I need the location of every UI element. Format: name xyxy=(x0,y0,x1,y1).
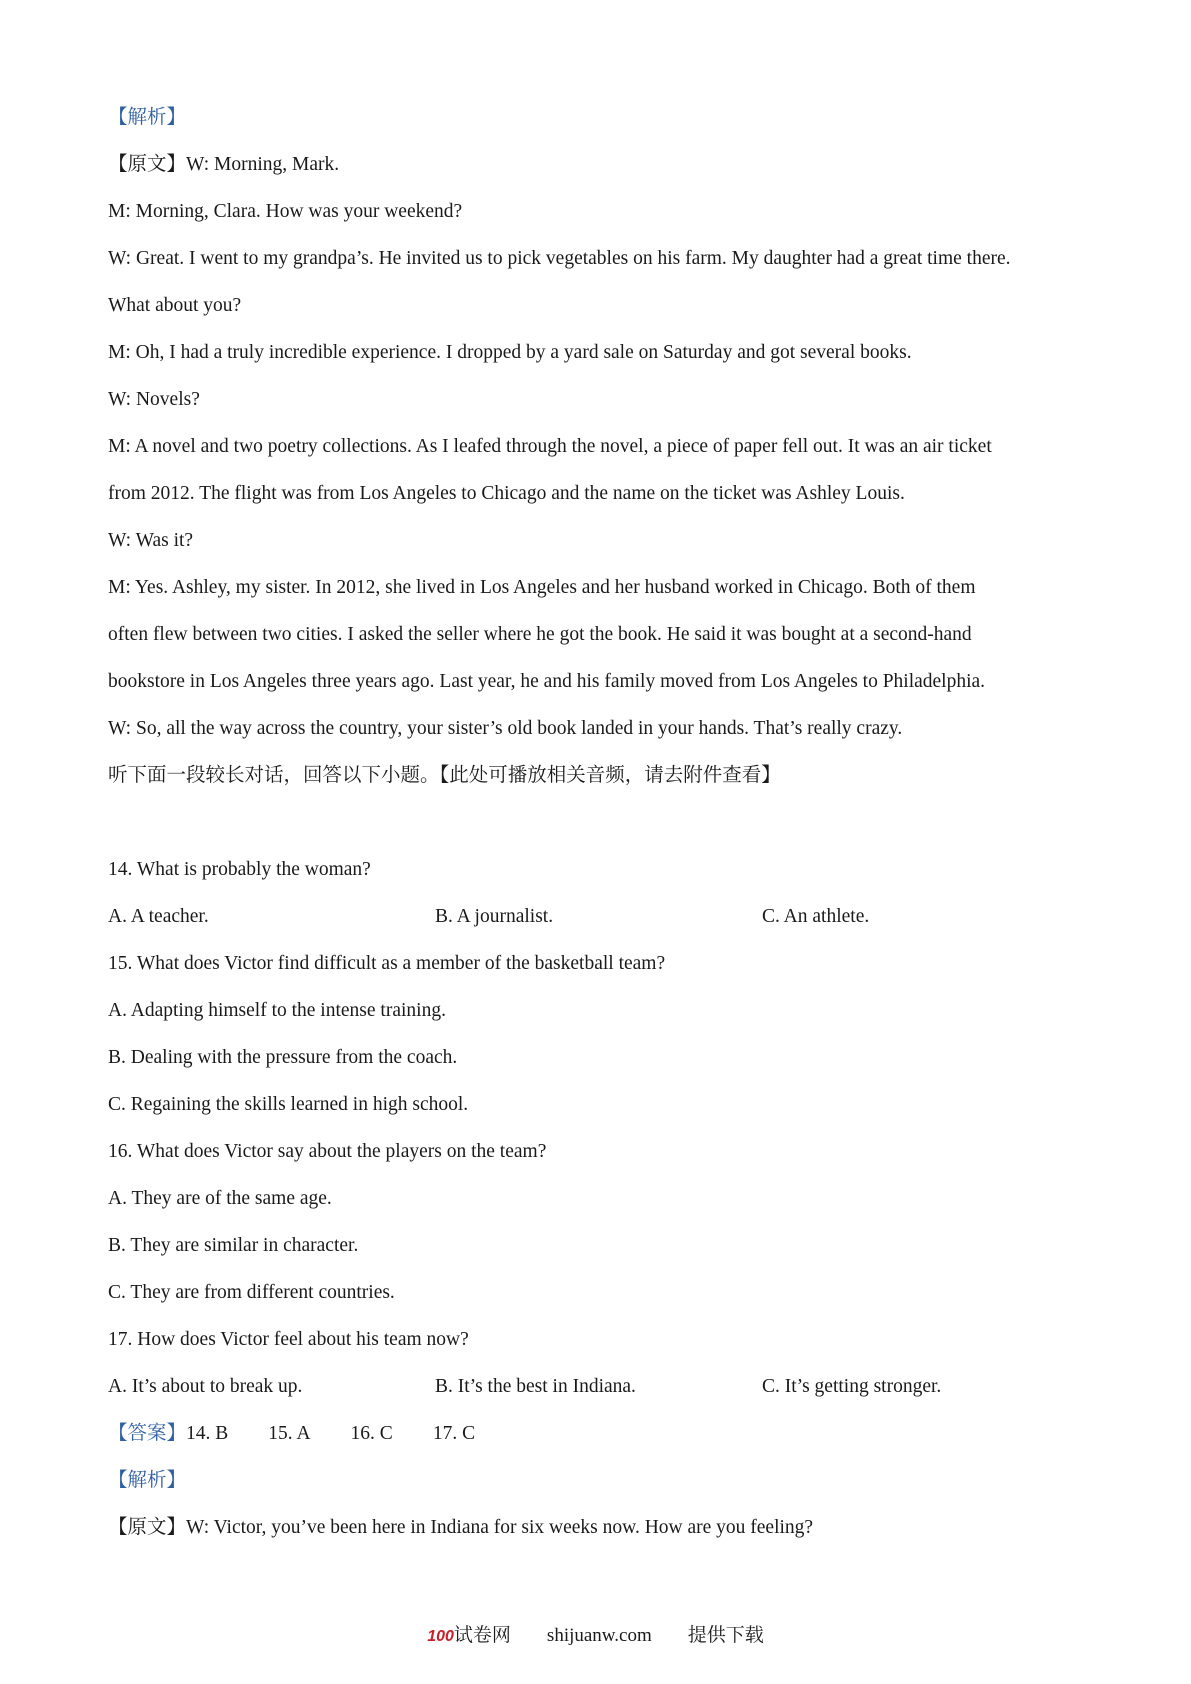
transcript-line: bookstore in Los Angeles three years ago. Last year, he and his family moved from Los Angeles to Philadelphia. xyxy=(108,671,986,692)
download-text: 提供下载 xyxy=(687,1625,764,1646)
option-a: A. A teacher. xyxy=(108,906,209,927)
blank-line xyxy=(108,799,1098,846)
transcript-line: What about you? xyxy=(108,295,242,316)
document-page xyxy=(108,94,1098,1551)
answer-tag: 【答案】 xyxy=(108,1423,187,1444)
transcript-line: M: Yes. Ashley, my sister. In 2012, she lived in Los Angeles and her husband worked in Chicago. Both of them xyxy=(108,577,976,598)
question-17: 17. How does Victor feel about his team now? xyxy=(108,1329,469,1350)
transcript-line: often flew between two cities. I asked the seller where he got the book. He said it was bought at a second-hand xyxy=(108,624,972,645)
transcript-line: M: Oh, I had a truly incredible experience. I dropped by a yard sale on Saturday and got several books. xyxy=(108,342,912,363)
answer-item: 16. C xyxy=(350,1423,393,1444)
answer-line xyxy=(108,1410,1098,1457)
transcript-line: W: Great. I went to my grandpa’s. He invited us to pick vegetables on his farm. My daughter had a great time there. xyxy=(108,248,1011,269)
question-17-options xyxy=(108,1363,1098,1410)
transcript-line: M: A novel and two poetry collections. As I leafed through the novel, a piece of paper fell out. It was an air ticket xyxy=(108,436,992,457)
transcript-line: W: Novels? xyxy=(108,389,200,410)
analysis-heading: 【解析】 xyxy=(108,107,187,128)
site-logo: 100 xyxy=(427,1628,454,1645)
question-14: 14. What is probably the woman? xyxy=(108,859,371,880)
analysis-heading: 【解析】 xyxy=(108,1470,187,1491)
transcript-line: W: So, all the way across the country, your sister’s old book landed in your hands. That’s really crazy. xyxy=(108,718,903,739)
option-b: B. Dealing with the pressure from the coach. xyxy=(108,1047,458,1068)
question-14-options xyxy=(108,893,1098,940)
answer-item: 17. C xyxy=(432,1423,476,1444)
listening-instruction: 听下面一段较长对话，回答以下小题。【此处可播放相关音频，请去附件查看】 xyxy=(108,765,781,786)
option-a: A. They are of the same age. xyxy=(108,1188,332,1209)
option-c: C. They are from different countries. xyxy=(108,1282,395,1303)
page-footer xyxy=(0,1620,1191,1647)
option-c: C. An athlete. xyxy=(762,906,870,927)
transcript-line: M: Morning, Clara. How was your weekend? xyxy=(108,201,463,222)
transcript-line: from 2012. The flight was from Los Angeles to Chicago and the name on the ticket was Ashley Louis. xyxy=(108,483,905,504)
option-c: C. Regaining the skills learned in high school. xyxy=(108,1094,469,1115)
transcript-line: 【原文】W: Victor, you’ve been here in Indiana for six weeks now. How are you feeling? xyxy=(108,1517,814,1538)
transcript-line: W: Was it? xyxy=(108,530,194,551)
transcript-line: 【原文】W: Morning, Mark. xyxy=(108,154,340,175)
site-name: 试卷网 xyxy=(453,1625,511,1646)
option-c: C. It’s getting stronger. xyxy=(762,1376,942,1397)
question-15: 15. What does Victor find difficult as a member of the basketball team? xyxy=(108,953,666,974)
answer-item: 14. B xyxy=(186,1423,229,1444)
option-b: B. They are similar in character. xyxy=(108,1235,359,1256)
option-a: A. Adapting himself to the intense training. xyxy=(108,1000,446,1021)
question-16: 16. What does Victor say about the players on the team? xyxy=(108,1141,547,1162)
answer-item: 15. A xyxy=(268,1423,311,1444)
option-b: B. A journalist. xyxy=(435,906,554,927)
option-a: A. It’s about to break up. xyxy=(108,1376,303,1397)
site-domain-link[interactable]: shijuanw.com xyxy=(546,1625,652,1646)
option-b: B. It’s the best in Indiana. xyxy=(435,1376,636,1397)
